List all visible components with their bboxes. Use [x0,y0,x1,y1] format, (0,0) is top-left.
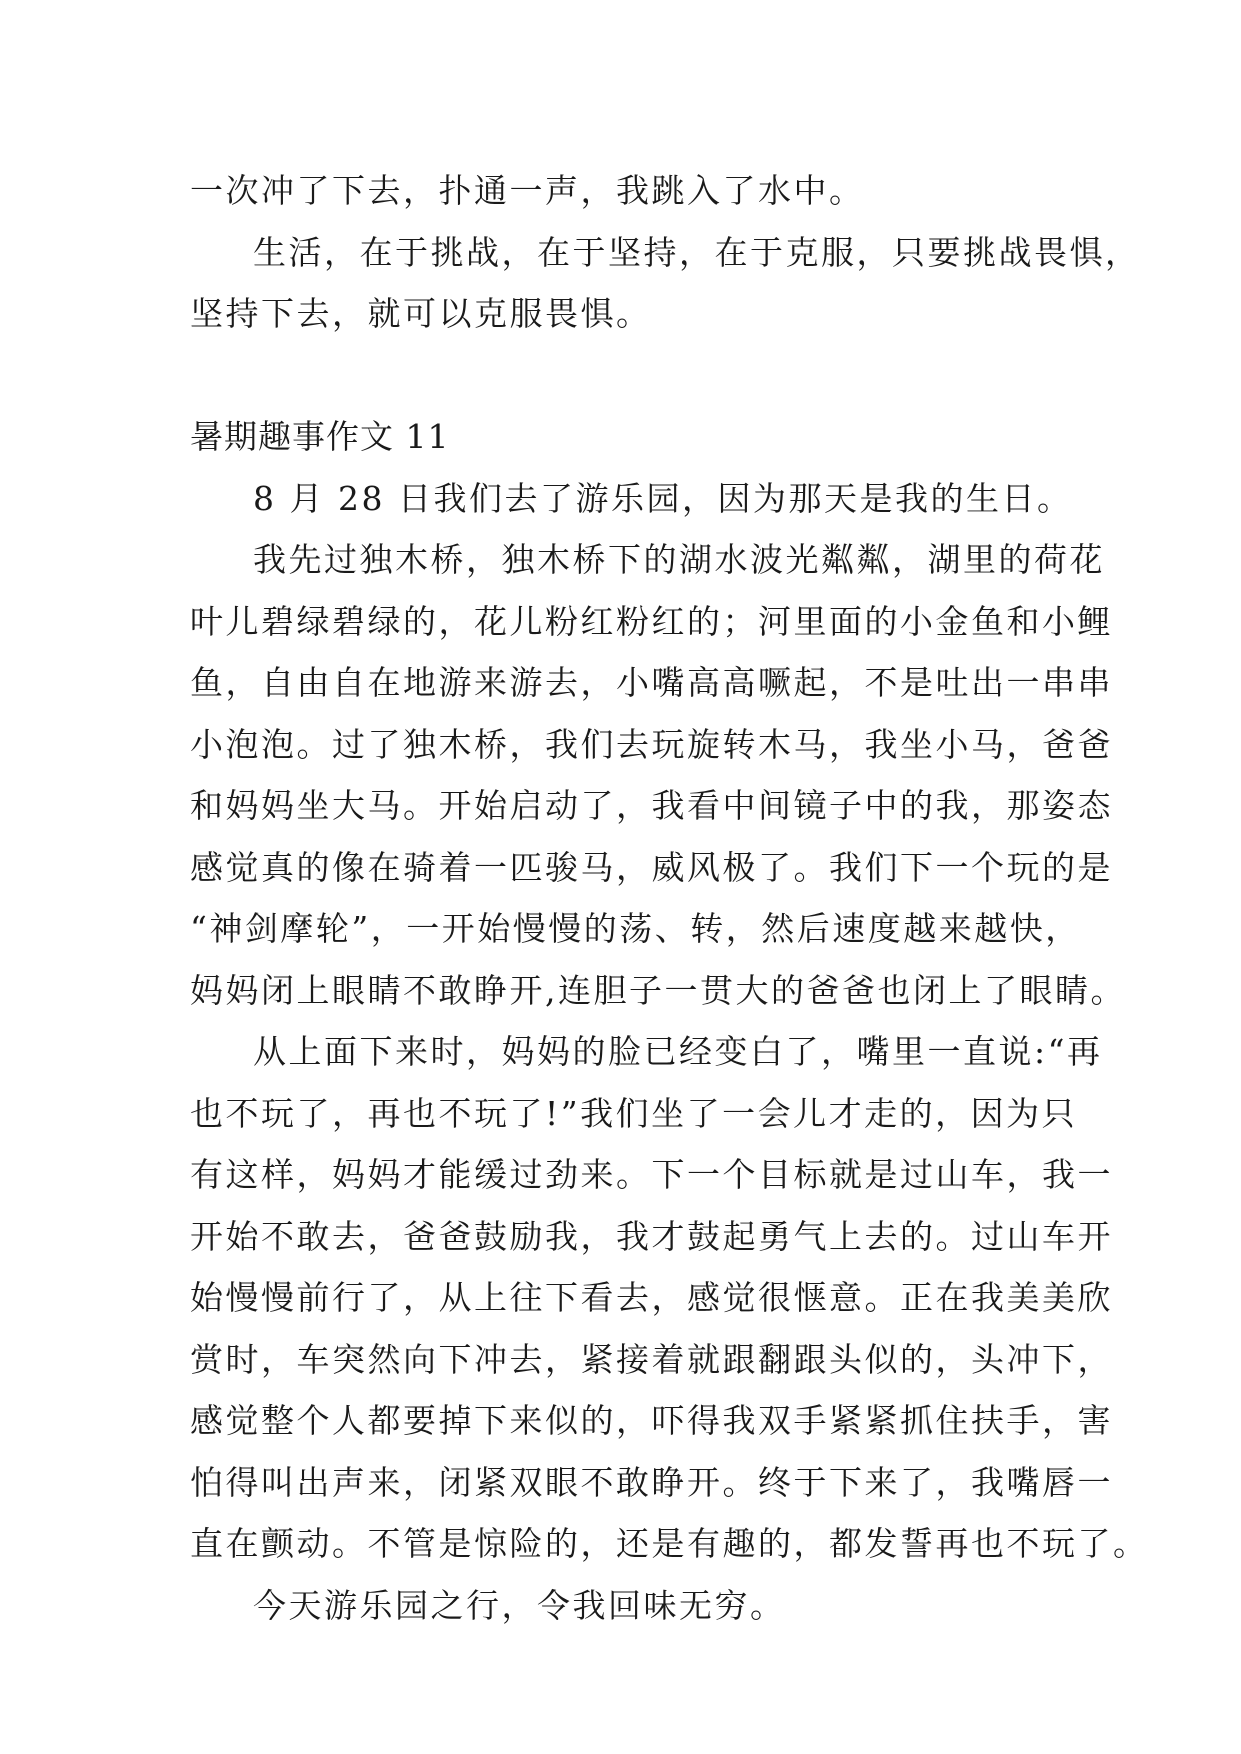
paragraph-line: 一次冲了下去，扑通一声，我跳入了水中。 [190,171,865,210]
paragraph-line: 我先过独木桥，独木桥下的湖水波光粼粼，湖里的荷花 [253,540,1105,579]
paragraph-line: 生活，在于挑战，在于坚持，在于克服，只要挑战畏惧， [253,232,1141,272]
paragraph-line: 感觉整个人都要掉下来似的，吓得我双手紧紧抓住扶手，害 [190,1401,1113,1440]
paragraph-line: 怕得叫出声来，闭紧双眼不敢睁开。终于下来了，我嘴唇一 [190,1462,1113,1502]
paragraph-line: 和妈妈坐大马。开始启动了，我看中间镜子中的我，那姿态 [190,786,1113,825]
paragraph-line: 叶儿碧绿碧绿的，花儿粉红粉红的；河里面的小金鱼和小鲤 [190,601,1113,641]
paragraph-line: 8 月 28 日我们去了游乐园，因为那天是我的生日。 [253,478,1073,518]
paragraph-line: 有这样，妈妈才能缓过劲来。下一个目标就是过山车，我一 [190,1155,1113,1194]
paragraph-line: 从上面下来时，妈妈的脸已经变白了，嘴里一直说:“再 [253,1032,1103,1071]
paragraph-line: “神剑摩轮”，一开始慢慢的荡、转，然后速度越来越快， [190,909,1081,948]
paragraph-line: 直在颤动。不管是惊险的，还是有趣的，都发誓再也不玩了。 [190,1524,1149,1563]
paragraph-line: 坚持下去，就可以克服畏惧。 [190,294,652,333]
paragraph-line: 开始不敢去，爸爸鼓励我，我才鼓起勇气上去的。过山车开 [190,1216,1113,1256]
section-title: 暑期趣事作文 11 [190,417,450,456]
paragraph-line: 也不玩了，再也不玩了!”我们坐了一会儿才走的，因为只 [190,1093,1078,1133]
paragraph-line: 感觉真的像在骑着一匹骏马，威风极了。我们下一个玩的是 [190,847,1113,887]
paragraph-line: 始慢慢前行了，从上往下看去，感觉很惬意。正在我美美欣 [190,1278,1113,1317]
document-body [190,160,1149,1636]
paragraph-line: 今天游乐园之行，令我回味无穷。 [253,1585,786,1625]
paragraph-line: 小泡泡。过了独木桥，我们去玩旋转木马，我坐小马，爸爸 [190,724,1113,764]
paragraph-line: 鱼，自由自在地游来游去，小嘴高高噘起，不是吐出一串串 [190,663,1113,702]
paragraph-line: 赏时，车突然向下冲去，紧接着就跟翻跟头似的，头冲下， [190,1339,1113,1379]
paragraph-line: 妈妈闭上眼睛不敢睁开,连胆子一贯大的爸爸也闭上了眼睛。 [190,970,1126,1010]
section-spacer [190,345,1050,407]
